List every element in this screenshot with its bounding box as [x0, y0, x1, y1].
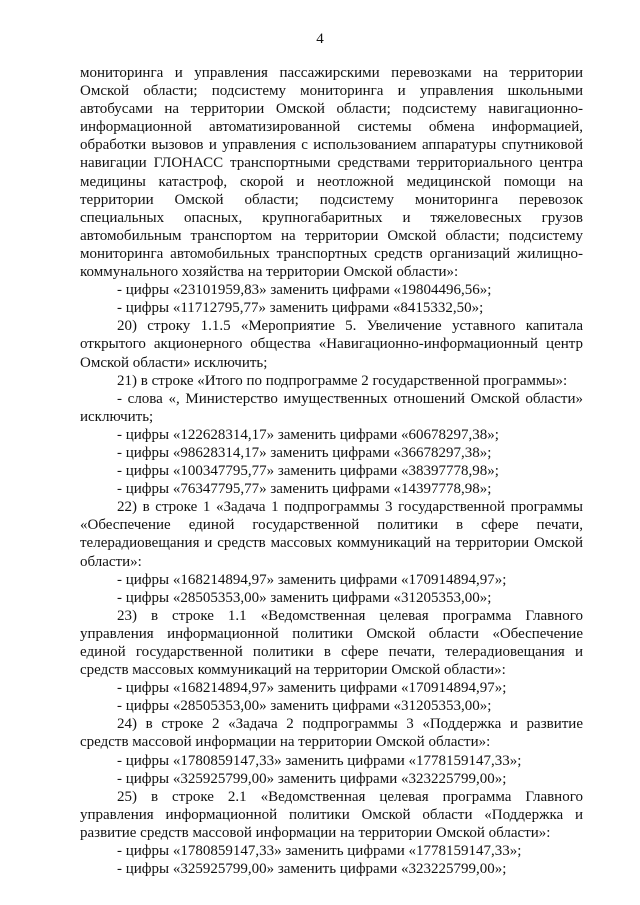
- paragraph-item: - цифры «100347795,77» заменить цифрами «38397778,98»;: [117, 463, 499, 480]
- paragraph-item: - цифры «98628314,17» заменить цифрами «36678297,38»;: [117, 444, 492, 461]
- paragraph-continuation: мониторинга и управления пассажирскими перевозками на территории Омской области; подсистему мониторинга и управления школьными автобусами на территории Омской области; подсистему навигационно-информационной автоматизированной системы обмена информацией, обработки вызовов и управления с использованием аппаратуры спутниковой навигации ГЛОНАСС транспортными средствами территориального центра медицины катастроф, скорой и неотложной медицинской помощи на территории Омской области; подсистему мониторинга перевозок специальных опасных, крупногабаритных и тяжеловесных грузов автомобильным транспортом на территории Омской области; подсистему мониторинга автомобильных транспортных средств организаций жилищно-коммунального хозяйства на территории Омской области»:: [80, 65, 583, 281]
- paragraph-item-24: 24) в строке 2 «Задача 2 подпрограммы 3 «Поддержка и развитие средств массовой информации на территории Омской области»:: [80, 716, 583, 751]
- paragraph-item: - цифры «325925799,00» заменить цифрами «323225799,00»;: [117, 770, 507, 787]
- document-body: [80, 64, 583, 878]
- paragraph-item: - цифры «28505353,00» заменить цифрами «31205353,00»;: [117, 589, 492, 606]
- paragraph-item-23: 23) в строке 1.1 «Ведомственная целевая программа Главного управления информационной политики Омской области «Обеспечение единой государственной политики в сфере печати, телерадиовещания и средств массовых коммуникаций на территории Омской области»:: [80, 607, 583, 679]
- paragraph-item-21: 21) в строке «Итого по подпрограмме 2 государственной программы»:: [117, 372, 568, 389]
- paragraph-item: - слова «, Министерство имущественных отношений Омской области» исключить;: [80, 390, 583, 425]
- paragraph-item: - цифры «1780859147,33» заменить цифрами «1778159147,33»;: [117, 843, 522, 860]
- page-number: 4: [316, 31, 324, 47]
- paragraph-item-20: 20) строку 1.1.5 «Мероприятие 5. Увеличение уставного капитала открытого акционерного общества «Навигационно-информационный центр Омской области» исключить;: [80, 318, 583, 371]
- paragraph-item: - цифры «11712795,77» заменить цифрами «8415332,50»;: [117, 300, 484, 317]
- paragraph-item: - цифры «23101959,83» заменить цифрами «19804496,56»;: [117, 282, 492, 299]
- paragraph-item: - цифры «28505353,00» заменить цифрами «31205353,00»;: [117, 698, 492, 715]
- paragraph-item-22: 22) в строке 1 «Задача 1 подпрограммы 3 государственной программы «Обеспечение единой государственной политики в сфере печати, телерадиовещания и средств массовых коммуникаций на территории Омской области»:: [80, 499, 583, 570]
- paragraph-item: - цифры «168214894,97» заменить цифрами «170914894,97»;: [117, 571, 507, 588]
- paragraph-item-25: 25) в строке 2.1 «Ведомственная целевая программа Главного управления информационной политики Омской области «Поддержка и развитие средств массовой информации на территории Омской области»:: [80, 788, 583, 841]
- paragraph-item: - цифры «1780859147,33» заменить цифрами «1778159147,33»;: [117, 752, 522, 769]
- paragraph-item: - цифры «122628314,17» заменить цифрами «60678297,38»;: [117, 426, 499, 443]
- paragraph-item: - цифры «76347795,77» заменить цифрами «14397778,98»;: [117, 481, 492, 498]
- paragraph-item: - цифры «325925799,00» заменить цифрами «323225799,00»;: [117, 861, 507, 878]
- paragraph-item: - цифры «168214894,97» заменить цифрами «170914894,97»;: [117, 680, 507, 697]
